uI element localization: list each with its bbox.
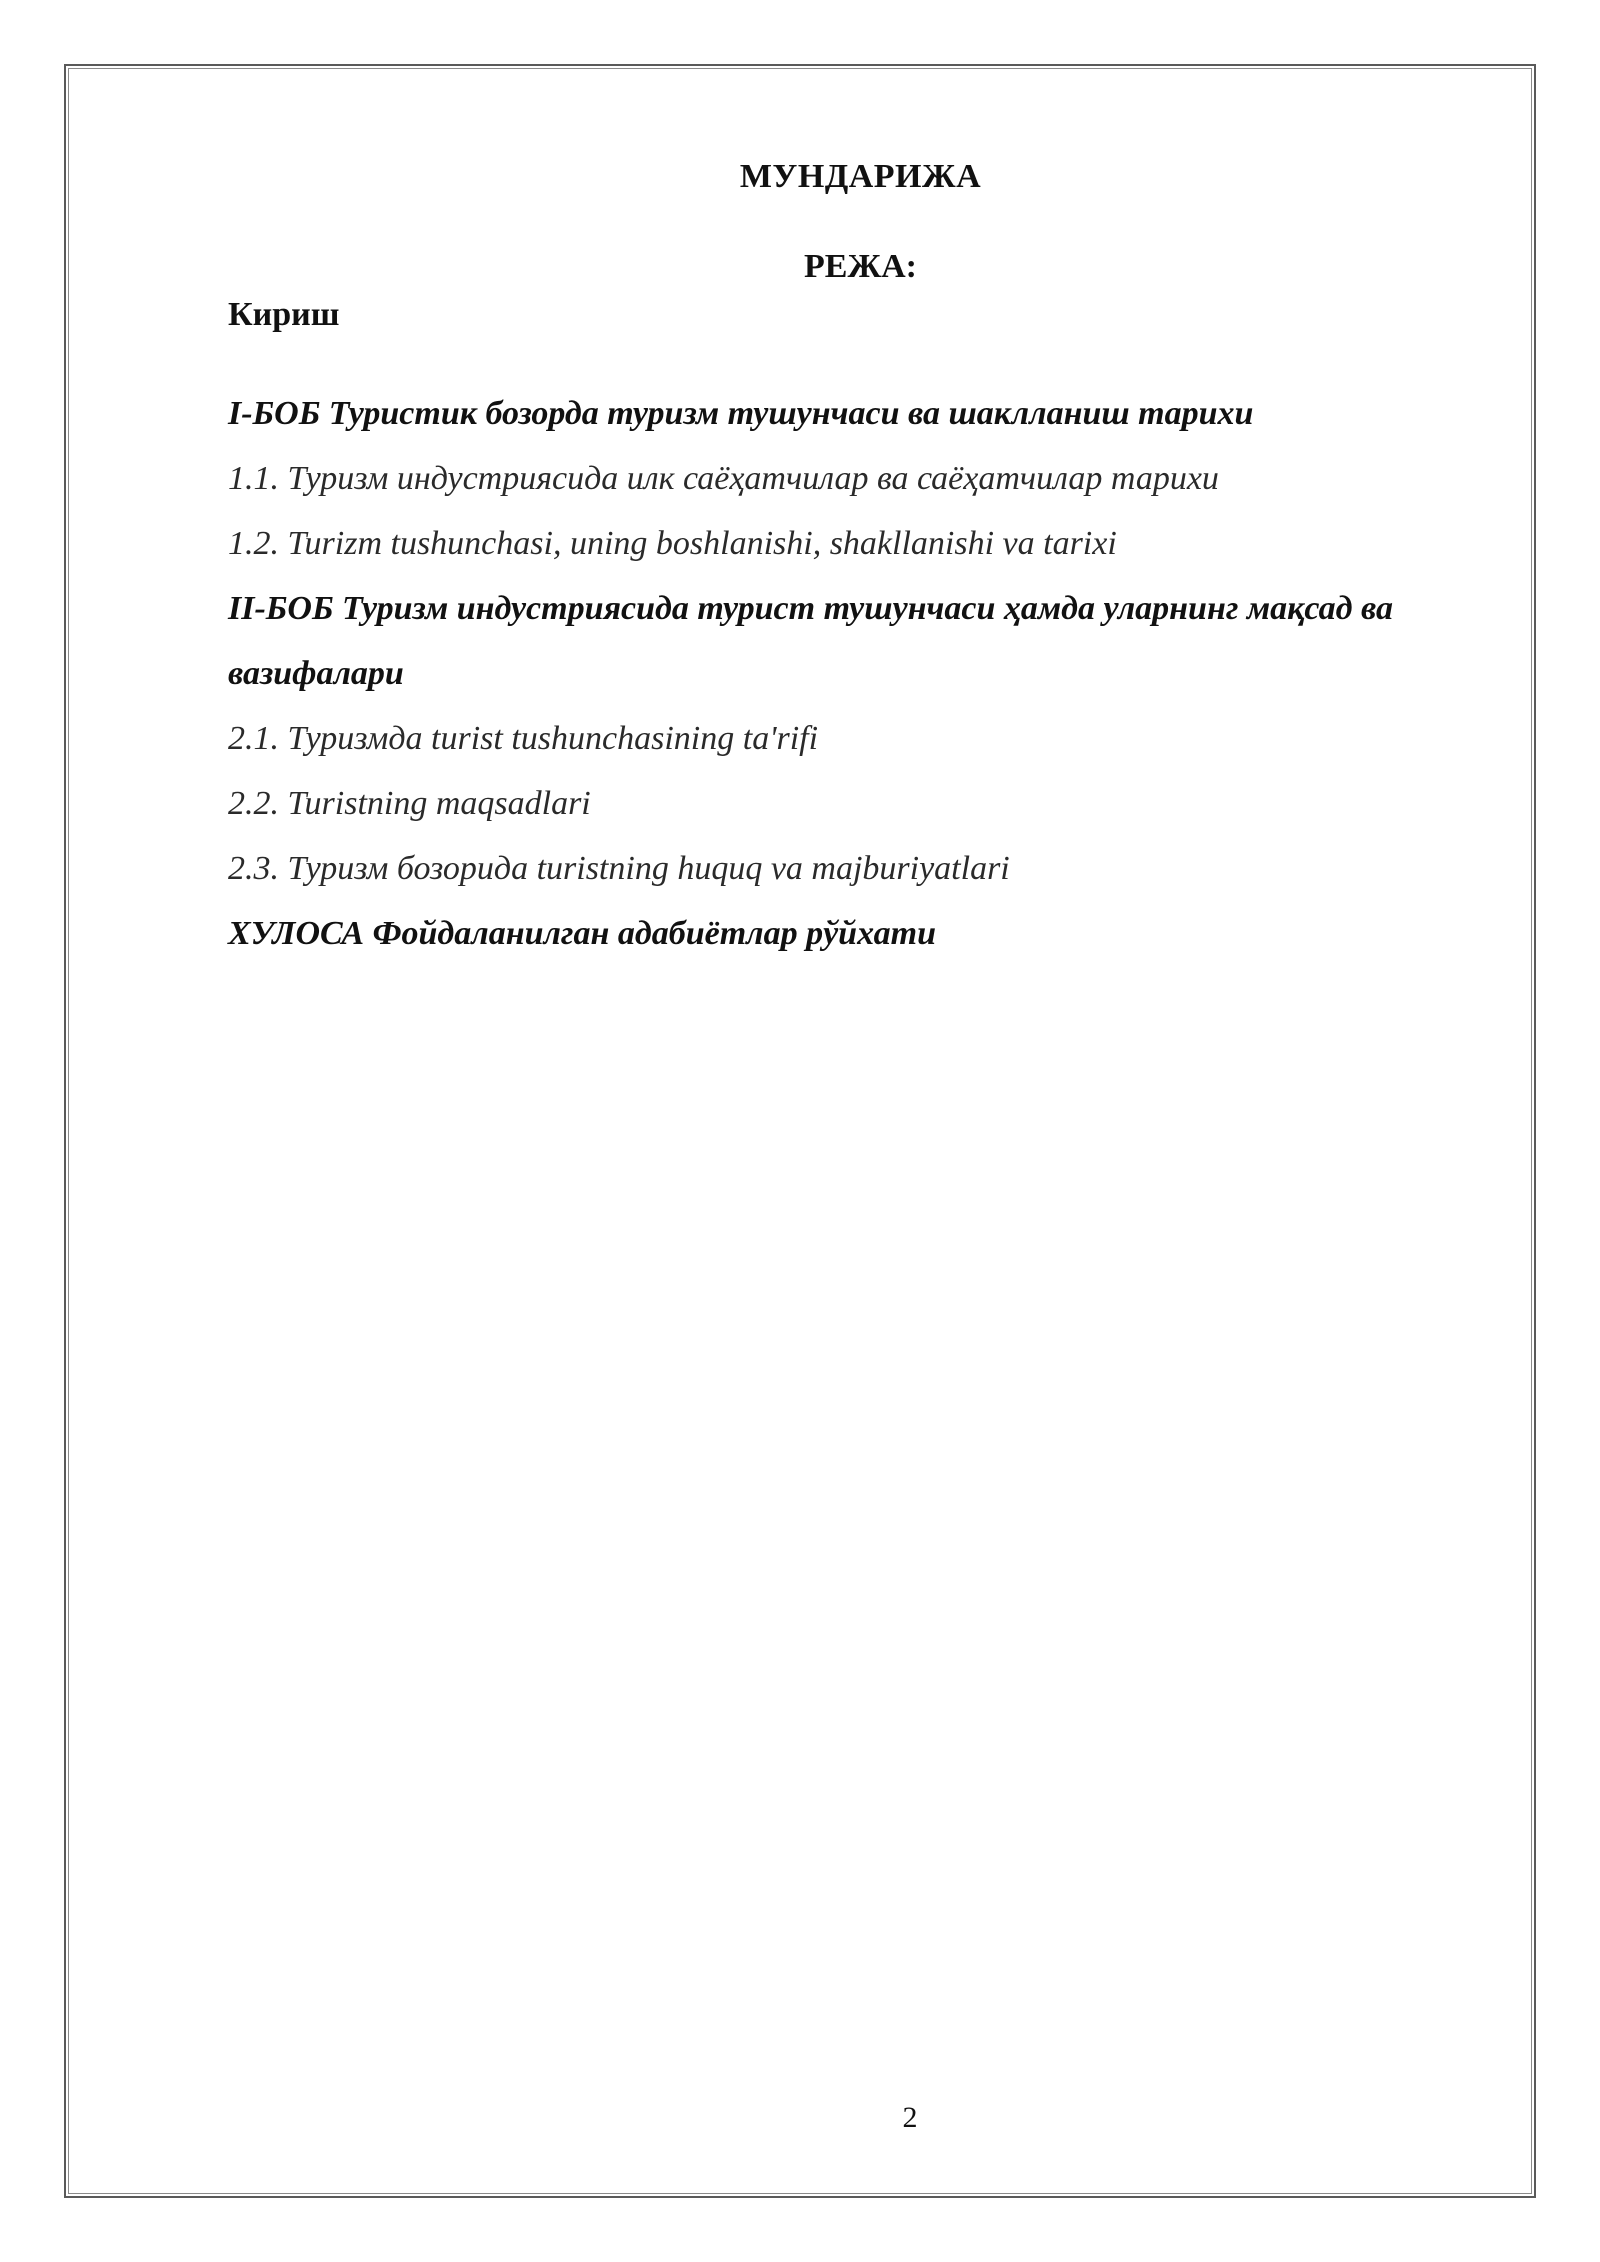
toc-chapter-2: II-БОБ Туризм индустриясида турист тушунчаси ҳамда уларнинг мақсад ва вазифалари bbox=[228, 590, 1393, 692]
toc-heading: МУНДАРИЖА bbox=[739, 158, 982, 195]
toc-conclusion: ХУЛОСА Фойдаланилган адабиётлар рўйхати bbox=[228, 915, 936, 952]
toc-section-2-3: 2.3. Туризм бозорида turistning huquq va majburiyatlari bbox=[228, 850, 1010, 887]
toc-chapter-1: I-БОБ Туристик бозорда туризм тушунчаси ва шаклланиш тарихи bbox=[228, 395, 1254, 432]
page-number: 2 bbox=[902, 2101, 918, 2134]
toc-section-2-1: 2.1. Туризмда turist tushunchasining ta'rifi bbox=[228, 720, 819, 757]
plan-heading: РЕЖА: bbox=[804, 248, 917, 285]
toc-section-1-1: 1.1. Туризм индустриясида илк саёҳатчилар ва саёҳатчилар тарихи bbox=[228, 460, 1219, 497]
toc-entries bbox=[228, 381, 1498, 966]
toc-section-2-2: 2.2. Turistning maqsadlari bbox=[228, 785, 591, 822]
toc-section-1-2: 1.2. Turizm tushunchasi, uning boshlanishi, shakllanishi va tarixi bbox=[228, 525, 1117, 562]
intro-entry: Кириш bbox=[228, 296, 340, 333]
